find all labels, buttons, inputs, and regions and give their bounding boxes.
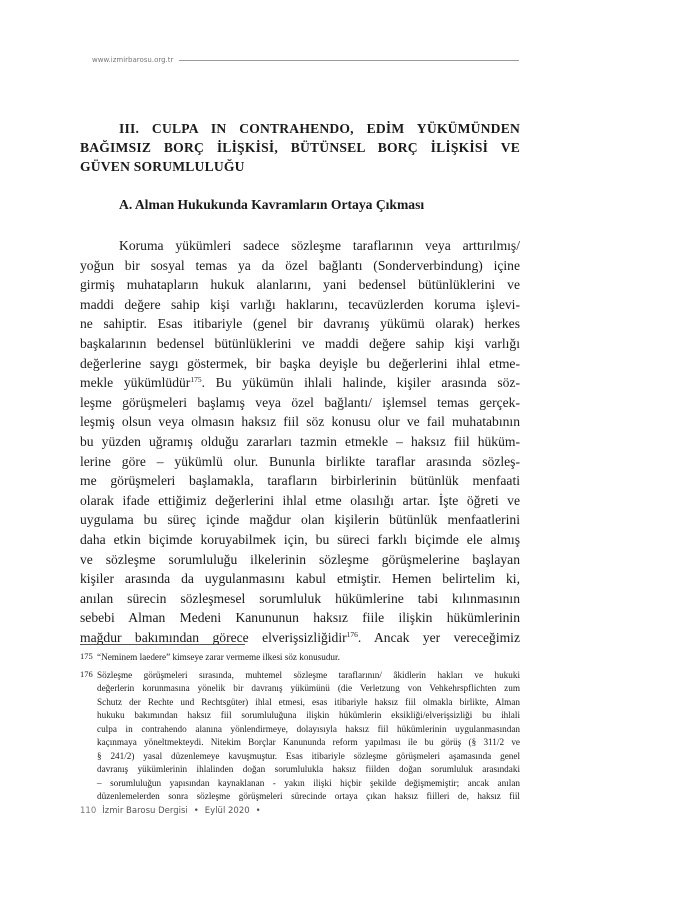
body-line: uygulama bu süreç içinde mağdur olan kişilerin bütünlük menfaatlerini (80, 512, 520, 528)
footnote-line: hukuku bakımından haksız fiil sorumluluğuna ilişkin hükümlerin eksikliği/elverişsizliği bu ihlali (97, 710, 520, 720)
body-text-segment: . Bu yükümün ihlali halinde, kişiler arasında söz- (201, 375, 520, 391)
footnote-line: davranış yükümlerinin ihlalinden doğan sorumlulukla haksız fiilden doğan sorumluluk arasındaki (97, 764, 520, 774)
body-line: sebebi Alman Medeni Kanununun haksız fiile ilişkin hükümlerinin (80, 610, 520, 626)
body-line: ne sahiptir. Esas itibariyle (genel bir davranış yükümü olarak) herkes (80, 316, 520, 332)
footnote-line: Schutz der Rechte und Rechtsgüter) ihlal etmesi, esas itibariyle haksız fiil olmakla birlikte, Alman (97, 696, 520, 707)
body-text-segment: mağdur bakımından görece elverişsizliğidir (80, 629, 347, 645)
footnote-line: Sözleşme görüşmeleri sırasında, muhtemel sözleşme taraflarının/ âkidlerin hakları ve hukuki (97, 669, 520, 680)
page-footer (80, 806, 261, 816)
footnote-line: değerlerin korunmasına yönelik bir davranış yükümünü (die Verletzung von Vehkehrspflichten zum (97, 683, 520, 693)
body-paragraph (80, 236, 520, 647)
header-rule (179, 60, 519, 61)
footnote-line: – sorumluluğun yapısından kaynaklanan - yakın ilişki hiçbir şekilde değişmemiştir; ancak anılan (97, 777, 520, 788)
body-line: olarak ifade ettiğimiz değerlerini ihlal etme olasılığı artar. İşte öğreti ve (80, 492, 520, 508)
body-line: maddi değere sahip kişi varlığı haklarını, tecavüzlerden koruma işlevi- (80, 296, 520, 312)
body-line: yoğun bir sosyal temas ya da özel bağlantı (Sonderverbindung) içine (80, 257, 520, 273)
section-title-line: GÜVEN SORUMLULUĞU (80, 159, 245, 174)
footnote-number: 176 (80, 668, 93, 679)
footnote-176 (80, 669, 520, 804)
body-line: leşme görüşmeleri başlamış veya özel bağlantı/ işlemsel temas gerçek- (80, 394, 520, 410)
footnote-line: culpa in contrahendo alanına yönlendirmeye, dolayısıyla haksız fiil hükümlerinin uygulanmasından (97, 723, 520, 734)
body-line: kişiler arasında da uygulanmasını kabul etmiştir. Hemen belirtelim ki, (80, 571, 520, 587)
footnote-line: kaçınmaya yöneltmekteydi. Nitekim Borçlar Kanununda reform yapılması ile bu görüş (§ 311/2 ve (97, 737, 520, 747)
body-line: ve sözleşme sorumluluğu ilkelerinin sözleşme görüşmelerine başlayan (80, 551, 520, 567)
body-text-segment: . Ancak yer vereceğimiz (357, 629, 520, 645)
body-line (80, 373, 520, 393)
footnote-rule (80, 644, 245, 645)
page-number: 110 (80, 806, 97, 816)
body-line: başkalarının bedensel bütünlüklerini ve maddi değere sahip kişi varlığı (80, 335, 520, 351)
section-title-line: III. CULPA IN CONTRAHENDO, EDİM YÜKÜMÜNDEN (119, 121, 520, 136)
body-line: Koruma yükümleri sadece sözleşme taraflarının veya arttırılmış/ (119, 238, 520, 253)
footnote-line: § 241/2) yasal düzenlemeye kavuşmuştur. Esas itibariyle sözleşme görüşmeleri aşamasında genel (97, 750, 520, 761)
subsection-title: A. Alman Hukukunda Kavramların Ortaya Çıkması (119, 197, 425, 212)
footnotes (80, 651, 520, 808)
journal-name: İzmir Barosu Dergisi (102, 806, 188, 816)
section-title (80, 119, 520, 176)
footnote-number: 175 (80, 651, 93, 661)
body-text-segment: mekle yükümlüdür (80, 375, 191, 391)
footnote-line: “Neminem laedere” kimseye zarar vermeme ilkesi söz konusudur. (97, 652, 340, 662)
body-line: daha etkin biçimde koruyabilmek için, bu süreci farklı biçimde ele almış (80, 531, 520, 547)
body-line: bu yüzden uğramış olduğu zararları tazmin etmekle – haksız fiil hüküm- (80, 433, 520, 449)
header-url: www.izmirbarosu.org.tr (92, 56, 174, 64)
footnote-175 (80, 651, 520, 665)
footnote-ref-175[interactable]: 175 (190, 375, 202, 385)
body-line: anılan sürecin sözleşmesel sorumluluk hükümlerine tabi kılınmasının (80, 590, 520, 606)
body-line: lerine göre – yükümlü olur. Bununla birlikte taraflar arasında sözleş- (80, 453, 520, 469)
body-line: me görüşmeleri başlamakla, tarafların birbirlerinin bütünlük menfaati (80, 473, 520, 489)
section-title-line: BAĞIMSIZ BORÇ İLİŞKİSİ, BÜTÜNSEL BORÇ İLİŞKİSİ VE (80, 140, 520, 155)
footnote-ref-176[interactable]: 176 (346, 629, 358, 639)
body-line: girmiş muhatapların hukuk alanlarını, yani bedensel bütünlüklerini ve (80, 277, 520, 293)
body-line: değerlerine saygı göstermek, bir başka deyişle bu değerlerini ihlal etme- (80, 355, 520, 371)
issue-date: Eylül 2020 (204, 806, 250, 816)
footer-end-mark: • (255, 806, 261, 816)
footer-separator: • (193, 806, 199, 816)
footnote-line: düzenlemelerden sonra sözleşme görüşmeleri sürecinde ortaya çıkan haksız fiilleri de, haksız fiil (97, 791, 520, 801)
body-line: leşmiş olsun veya olmasın haksız fiil söz konusu olur ve fail muhatabının (80, 414, 520, 430)
